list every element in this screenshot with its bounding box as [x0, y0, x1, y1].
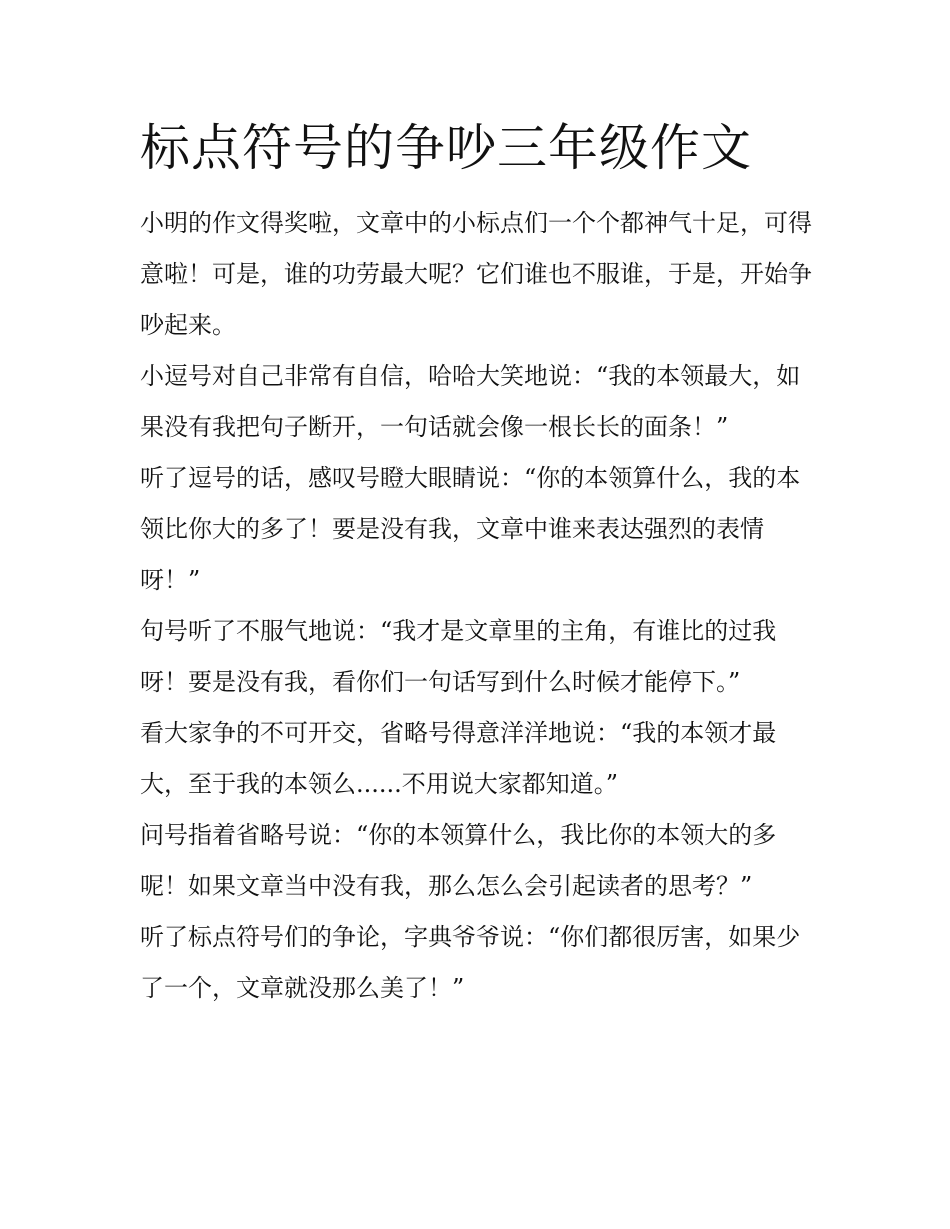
document-title: 标点符号的争吵三年级作文 [140, 119, 752, 177]
document-page [140, 112, 820, 1014]
paragraph-7: 听了标点符号们的争论，字典爷爷说：“你们都很厉害，如果少了一个，文章就没那么美了！” [140, 923, 801, 1002]
paragraph-2: 小逗号对自己非常有自信，哈哈大笑地说：“我的本领最大，如果没有我把句子断开，一句话就会像一根长长的面条！” [140, 362, 801, 441]
paragraph-5: 看大家争的不可开交，省略号得意洋洋地说：“我的本领才最大，至于我的本领么......不用说大家都知道。” [140, 719, 777, 798]
paragraph-6: 问号指着省略号说：“你的本领算什么，我比你的本领大的多呢！如果文章当中没有我，那么怎么会引起读者的思考？” [140, 821, 777, 900]
paragraph-4: 句号听了不服气地说：“我才是文章里的主角，有谁比的过我呀！要是没有我，看你们一句话写到什么时候才能停下。” [140, 617, 777, 696]
paragraph-1: 小明的作文得奖啦，文章中的小标点们一个个都神气十足，可得意啦！可是，谁的功劳最大呢？它们谁也不服谁，于是，开始争吵起来。 [140, 209, 812, 339]
document-body [140, 198, 820, 1014]
paragraph-3: 听了逗号的话，感叹号瞪大眼睛说：“你的本领算什么，我的本领比你大的多了！要是没有我，文章中谁来表达强烈的表情呀！” [140, 464, 801, 594]
